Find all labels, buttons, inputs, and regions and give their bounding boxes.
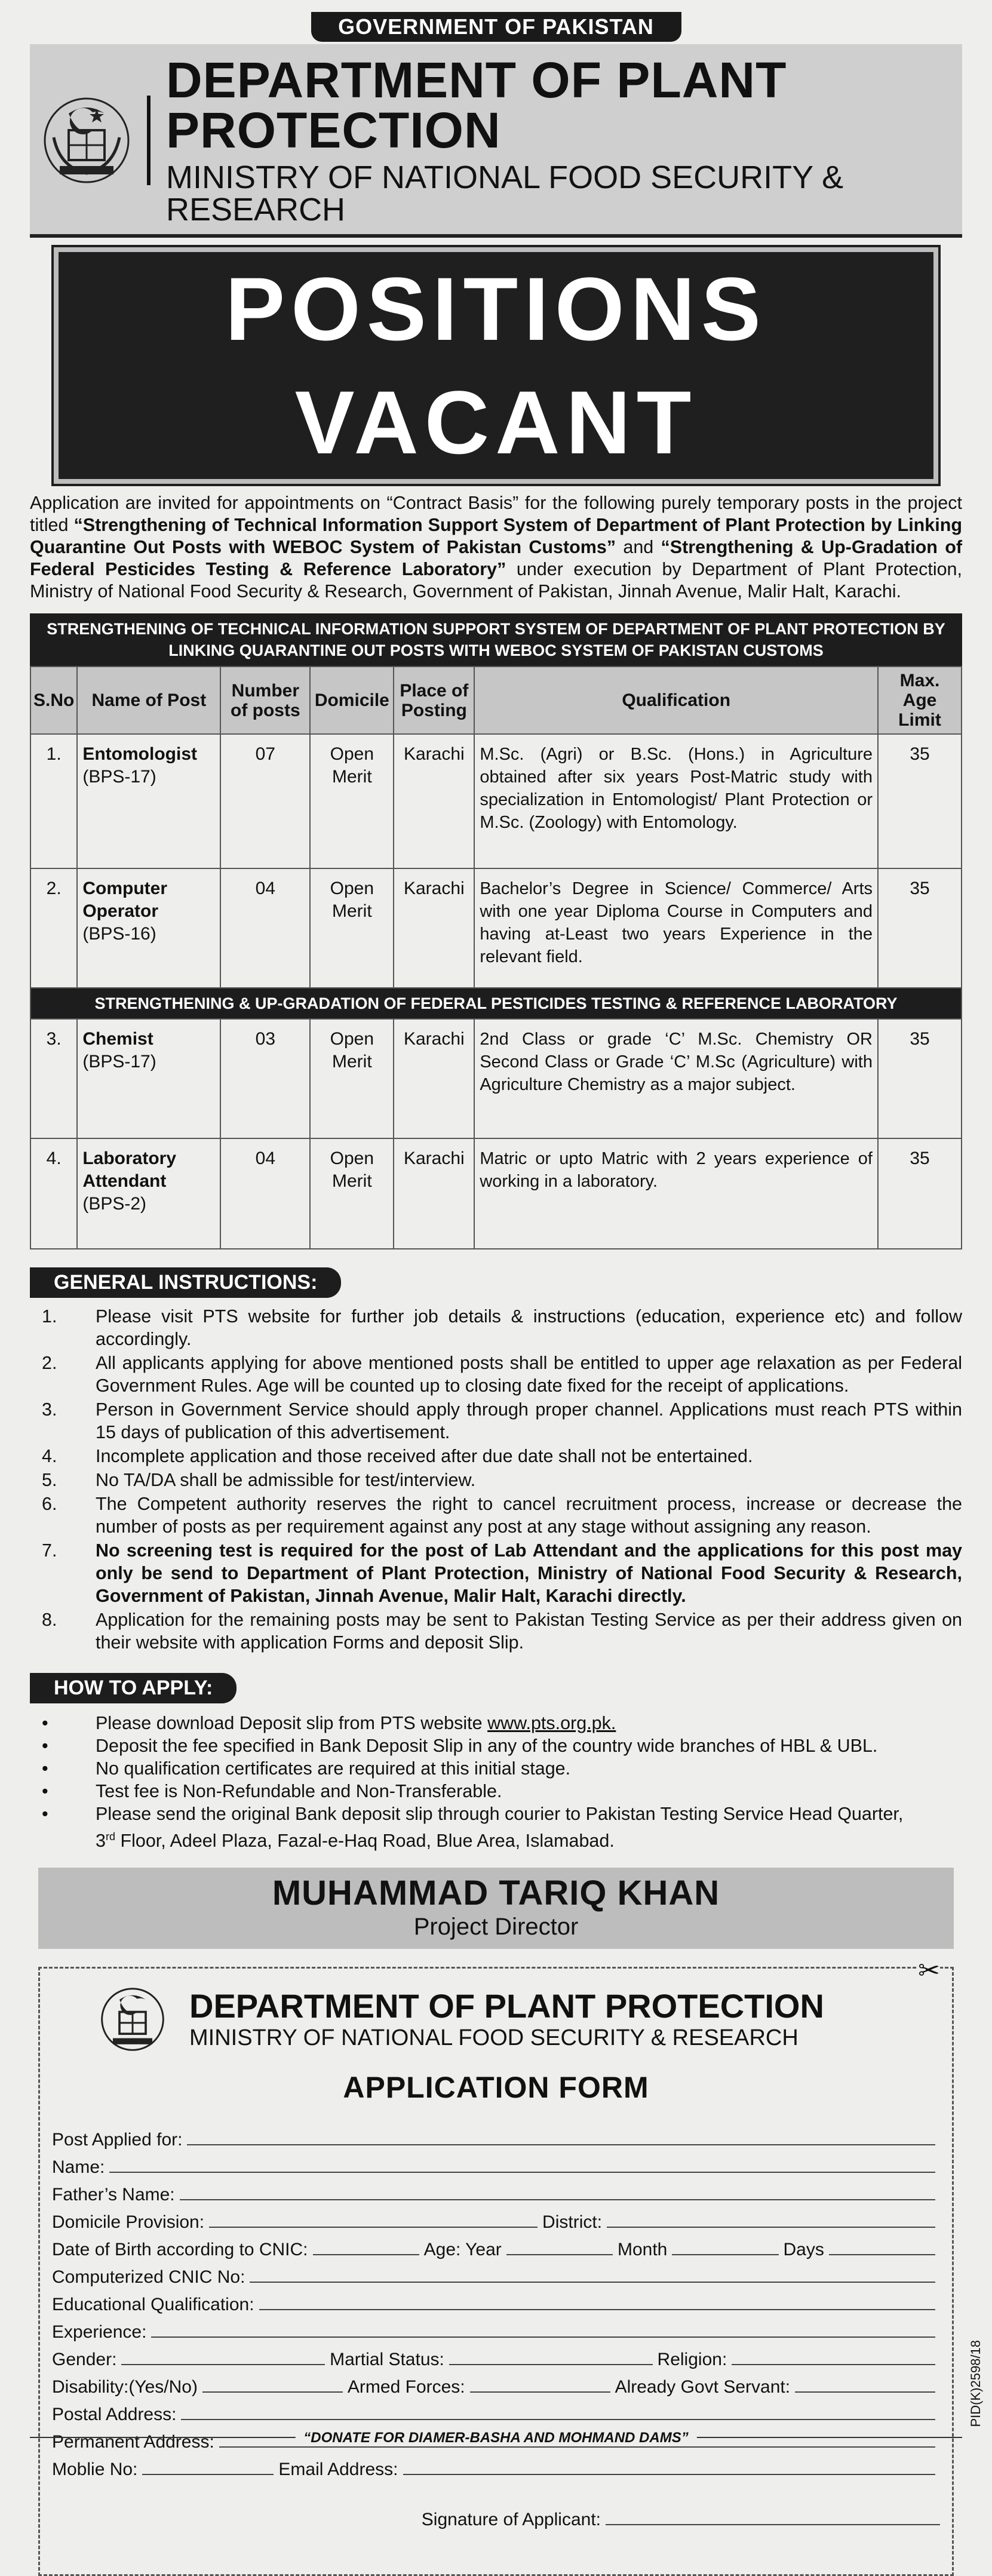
director-block (38, 1868, 954, 1949)
gender-field[interactable] (121, 2364, 325, 2365)
table-row (30, 1138, 962, 1249)
bullet-icon: • (42, 1736, 48, 1756)
domicile-field[interactable] (209, 2227, 538, 2228)
posts-table (30, 666, 962, 1249)
department-title: DEPARTMENT OF PLANT PROTECTION (166, 52, 787, 158)
intro-project-2: “Strengthening & Up-Gradation of Federal Pesticides Testing & Reference Laboratory” (30, 537, 962, 579)
intro-text-1: Application are invited for appointments on “Contract Basis” for the following purely temporary posts in the project titled (30, 493, 962, 535)
cell-sno: 4. (30, 1138, 77, 1249)
field-label: Signature of Applicant: (421, 2510, 601, 2530)
item-number: 2. (42, 1353, 57, 1373)
item-number: 6. (42, 1494, 57, 1514)
form-header (52, 1987, 940, 2052)
cell-qualification: M.Sc. (Agri) or B.Sc. (Hons.) in Agriculture obtained after six years Post-Matric study with specialization in Entomologist/ Plant Protection or M.Sc. (Zoology) with Entomology. (474, 734, 878, 868)
item-text: Deposit the fee specified in Bank Deposit Slip in any of the country wide branches of HBL & UBL. (96, 1736, 878, 1756)
col-header-domicile: Domicile (310, 667, 394, 734)
director-title: Project Director (413, 1914, 579, 1941)
post-name: Computer Operator (82, 879, 168, 921)
item-text-part: Floor, Adeel Plaza, Fazal-e-Haq Road, Blue Area, Islamabad. (115, 1831, 615, 1852)
scissors-icon: ✂ (918, 1956, 940, 1986)
form-row-gender (52, 2342, 940, 2370)
government-label: GOVERNMENT OF PAKISTAN (311, 12, 681, 42)
form-row-experience (52, 2315, 940, 2342)
item-text-part: Please download Deposit slip from PTS website (96, 1713, 488, 1733)
field-label: Father’s Name: (52, 2185, 175, 2205)
item-number: 5. (42, 1470, 57, 1490)
form-row-domicile (52, 2205, 940, 2233)
form-row-disability (52, 2370, 940, 2397)
form-title: APPLICATION FORM (343, 2071, 649, 2105)
list-item (30, 1780, 962, 1803)
cell-sno: 3. (30, 1019, 77, 1138)
col-header-qualification: Qualification (474, 667, 878, 734)
field-label: Permanent Address: (52, 2432, 214, 2452)
how-to-apply-list (30, 1712, 962, 1852)
item-number: 4. (42, 1446, 57, 1466)
marital-status-field[interactable] (449, 2364, 653, 2365)
item-text: Test fee is Non-Refundable and Non-Transferable. (96, 1781, 502, 1801)
form-row-cnic (52, 2260, 940, 2288)
item-text: No qualification certificates are required at this initial stage. (96, 1758, 571, 1779)
field-label: Religion: (657, 2350, 727, 2370)
section-heading-2-row (30, 988, 962, 1019)
item-text: No screening test is required for the post of Lab Attendant and the applications for this post may only be send to Department of Plant Protection, Ministry of National Food Security & Research, Government of Pakistan, Jinnah Avenue, Malir Halt, Karachi directly. (96, 1540, 962, 1606)
post-name: Laboratory Attendant (82, 1149, 177, 1191)
cell-post (77, 734, 220, 868)
item-number: 1. (42, 1306, 57, 1327)
field-label: Post Applied for: (52, 2130, 183, 2150)
cell-age: 35 (878, 868, 962, 988)
field-label: Domicile Provision: (52, 2212, 205, 2233)
item-text-part: 3 (96, 1831, 106, 1852)
field-label: Experience: (52, 2322, 147, 2342)
field-label: Educational Qualification: (52, 2295, 254, 2315)
age-year-field[interactable] (506, 2254, 613, 2255)
list-item (30, 1469, 962, 1491)
director-name: MUHAMMAD TARIQ KHAN (272, 1874, 720, 1913)
list-item (30, 1352, 962, 1397)
cell-sno: 1. (30, 734, 77, 868)
form-row-contact (52, 2452, 940, 2480)
form-ministry: MINISTRY OF NATIONAL FOOD SECURITY & RESEARCH (189, 2025, 798, 2051)
item-text: Please visit PTS website for further job details & instructions (education, experience etc) and follow accordingly. (96, 1306, 962, 1349)
field-label: Days (783, 2240, 824, 2260)
mobile-field[interactable] (142, 2474, 274, 2475)
item-text: All applicants applying for above mentioned posts shall be entitled to upper age relaxation as per Federal Government Rules. Age will be counted up to closing date fixed for the receipt of applications. (96, 1353, 962, 1396)
form-row-post (52, 2123, 940, 2150)
item-number: 8. (42, 1610, 57, 1630)
field-label: Age: Year (423, 2240, 502, 2260)
header-band (30, 44, 962, 238)
cell-age: 35 (878, 1019, 962, 1138)
cell-qualification: 2nd Class or grade ‘C’ M.Sc. Chemistry OR Second Class or Grade ‘C’ M.Sc (Agriculture) with Agriculture Chemistry as a major subject. (474, 1019, 878, 1138)
cell-qualification: Bachelor’s Degree in Science/ Commerce/ Arts with one year Diploma Course in Computers and having at-Least two years Experience in the relevant field. (474, 868, 878, 988)
field-label: District: (542, 2212, 603, 2233)
experience-field[interactable] (151, 2336, 935, 2338)
bullet-icon: • (42, 1758, 48, 1779)
cell-number: 03 (220, 1019, 310, 1138)
col-header-number: Number of posts (220, 667, 310, 734)
table-header-row (30, 667, 962, 734)
post-bps: (BPS-2) (82, 1194, 147, 1214)
section-heading-2: STRENGTHENING & UP-GRADATION OF FEDERAL PESTICIDES TESTING & REFERENCE LABORATORY (30, 988, 962, 1019)
list-item (30, 1712, 962, 1734)
pts-website-link[interactable]: www.pts.org.pk. (487, 1713, 616, 1733)
intro-text-2: and (616, 537, 661, 557)
col-header-place: Place of Posting (394, 667, 474, 734)
field-label: Martial Status: (330, 2350, 444, 2370)
item-text (96, 1803, 962, 1852)
intro-paragraph (30, 492, 962, 603)
signature-row (52, 2506, 940, 2530)
list-item (30, 1445, 962, 1467)
post-bps: (BPS-17) (82, 1052, 156, 1071)
cell-age: 35 (878, 734, 962, 868)
disability-field[interactable] (202, 2391, 343, 2393)
govt-servant-field[interactable] (795, 2391, 935, 2393)
cell-number: 04 (220, 868, 310, 988)
father-name-field[interactable] (180, 2199, 935, 2200)
item-text: Person in Government Service should apply through proper channel. Applications must reach PTS within 15 days of publication of this advertisement. (96, 1399, 962, 1442)
cell-qualification: Matric or upto Matric with 2 years experience of working in a laboratory. (474, 1138, 878, 1249)
list-item (30, 1398, 962, 1444)
post-bps: (BPS-16) (82, 924, 156, 944)
list-item (30, 1803, 962, 1852)
cell-place: Karachi (394, 1138, 474, 1249)
cell-number: 04 (220, 1138, 310, 1249)
table-row (30, 868, 962, 988)
cnic-field[interactable] (250, 2282, 935, 2283)
district-field[interactable] (607, 2227, 935, 2228)
field-label: Postal Address: (52, 2405, 177, 2425)
field-label: Armed Forces: (347, 2377, 465, 2397)
item-text: Application for the remaining posts may be sent to Pakistan Testing Service as per their address given on their website with application Forms and deposit Slip. (96, 1610, 962, 1653)
cell-post (77, 1019, 220, 1138)
form-row-father (52, 2178, 940, 2205)
list-item (30, 1305, 962, 1350)
field-label: Computerized CNIC No: (52, 2267, 245, 2288)
bullet-icon: • (42, 1781, 48, 1801)
cell-place: Karachi (394, 1019, 474, 1138)
age-month-field[interactable] (672, 2254, 778, 2255)
field-label: Already Govt Servant: (615, 2377, 791, 2397)
field-label: Email Address: (278, 2460, 398, 2480)
field-label: Disability:(Yes/No) (52, 2377, 198, 2397)
col-header-age: Max. Age Limit (878, 667, 962, 734)
cell-sno: 2. (30, 868, 77, 988)
post-name: Chemist (82, 1029, 153, 1049)
general-instructions-list (30, 1305, 962, 1654)
how-to-apply-heading: HOW TO APPLY: (30, 1673, 237, 1703)
armed-forces-field[interactable] (470, 2391, 610, 2393)
positions-vacant-banner: POSITIONS VACANT (54, 247, 938, 484)
field-label: Gender: (52, 2350, 117, 2370)
post-bps: (BPS-17) (82, 767, 156, 787)
general-instructions-heading: GENERAL INSTRUCTIONS: (30, 1267, 341, 1298)
section-heading-1: STRENGTHENING OF TECHNICAL INFORMATION SUPPORT SYSTEM OF DEPARTMENT OF PLANT PROTECTION BY LINKING QUARANTINE OUT POSTS WITH WEBOC SYSTEM OF PAKISTAN CUSTOMS (30, 613, 962, 666)
form-row-name (52, 2150, 940, 2178)
intro-project-1: “Strengthening of Technical Information Support System of Department of Plant Protection by Linking Quarantine Out Posts with WEBOC System of Pakistan Customs” (30, 515, 962, 557)
application-form (38, 1956, 954, 2576)
item-text (96, 1712, 962, 1734)
item-number: 3. (42, 1399, 57, 1420)
donate-slogan: “DONATE FOR DIAMER-BASHA AND MOHMAND DAMS” (295, 2430, 696, 2446)
cell-domicile: Open Merit (310, 868, 394, 988)
post-applied-field[interactable] (187, 2144, 935, 2145)
religion-field[interactable] (732, 2364, 935, 2365)
list-item (30, 1539, 962, 1607)
field-label: Name: (52, 2157, 105, 2178)
field-label: Month (617, 2240, 668, 2260)
item-text-part: Please send the original Bank deposit slip through courier to Pakistan Testing Service Head Quarter, (96, 1804, 904, 1824)
post-name: Entomologist (82, 744, 197, 764)
list-item (30, 1734, 962, 1757)
bullet-icon: • (42, 1804, 48, 1824)
col-header-name: Name of Post (77, 667, 220, 734)
list-item (30, 1608, 962, 1654)
field-label: Moblie No: (52, 2460, 138, 2480)
field-label: Date of Birth according to CNIC: (52, 2240, 308, 2260)
age-days-field[interactable] (829, 2254, 935, 2255)
form-row-dob (52, 2233, 940, 2260)
cell-place: Karachi (394, 734, 474, 868)
cell-post (77, 868, 220, 988)
state-emblem-icon (100, 1987, 165, 2052)
item-text: No TA/DA shall be admissible for test/interview. (96, 1470, 476, 1490)
state-emblem-icon (42, 96, 131, 185)
publication-reference: PID(K)2598/18 (968, 2340, 983, 2427)
cell-domicile: Open Merit (310, 1019, 394, 1138)
cell-number: 07 (220, 734, 310, 868)
table-row (30, 734, 962, 868)
cell-age: 35 (878, 1138, 962, 1249)
item-text: Incomplete application and those received after due date shall not be entertained. (96, 1446, 753, 1466)
form-row-postal (52, 2397, 940, 2425)
list-item (30, 1757, 962, 1780)
name-field[interactable] (109, 2172, 935, 2173)
intro-text-3: under execution by Department of Plant Protection, Ministry of National Food Security & Research, Government of Pakistan, Jinnah Avenue, Malir Halt, Karachi. (30, 559, 962, 601)
cell-post (77, 1138, 220, 1249)
header-divider (147, 96, 151, 185)
ministry-title: MINISTRY OF NATIONAL FOOD SECURITY & RESEARCH (166, 159, 844, 228)
item-text: The Competent authority reserves the right to cancel recruitment process, increase or decrease the number of posts as per requirement against any post at any stage without assigning any reason. (96, 1494, 962, 1537)
form-department: DEPARTMENT OF PLANT PROTECTION (189, 1987, 824, 2025)
postal-address-field[interactable] (181, 2419, 935, 2420)
list-item (30, 1493, 962, 1538)
form-row-education (52, 2288, 940, 2315)
email-field[interactable] (403, 2474, 936, 2475)
col-header-sno: S.No (30, 667, 77, 734)
bullet-icon: • (42, 1713, 48, 1733)
education-field[interactable] (259, 2309, 935, 2310)
dob-field[interactable] (313, 2254, 419, 2255)
cell-place: Karachi (394, 868, 474, 988)
cell-domicile: Open Merit (310, 734, 394, 868)
signature-field[interactable] (606, 2524, 940, 2525)
ordinal-suffix: rd (105, 1831, 115, 1843)
cell-domicile: Open Merit (310, 1138, 394, 1249)
permanent-address-field[interactable] (219, 2446, 935, 2448)
table-row (30, 1019, 962, 1138)
item-number: 7. (42, 1540, 57, 1561)
